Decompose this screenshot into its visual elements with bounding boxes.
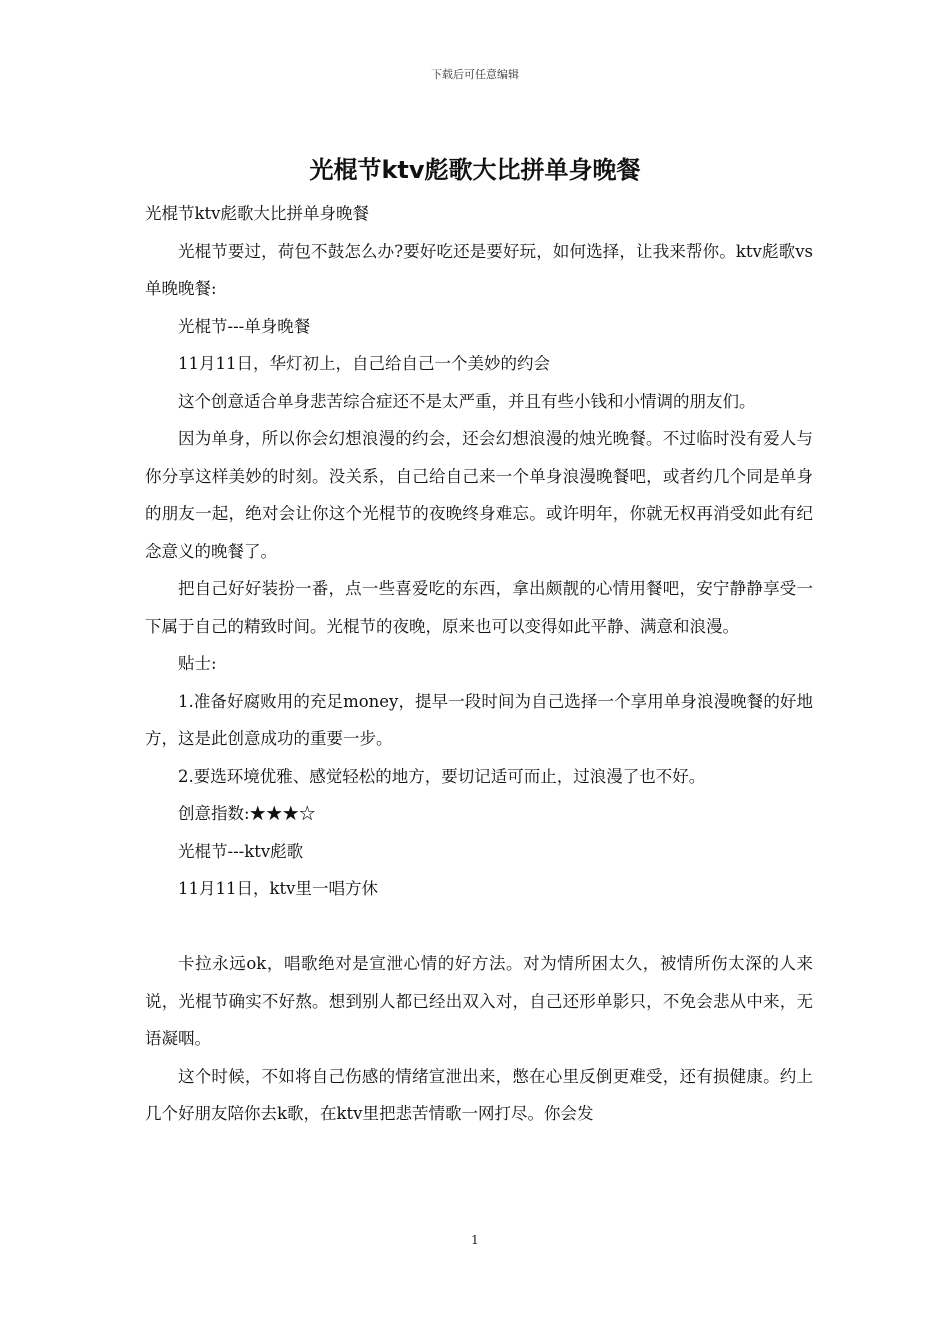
document-body	[145, 195, 813, 1133]
creativity-rating: 创意指数:★★★☆	[178, 804, 316, 823]
tip-item-2: 2.要选环境优雅、感觉轻松的地方，要切记适可而止，过浪漫了也不好。	[178, 766, 706, 786]
paragraph-suitability: 这个创意适合单身悲苦综合症还不是太严重，并且有些小钱和小情调的朋友们。	[178, 391, 756, 411]
paragraph-release: 这个时候，不如将自己伤感的情绪宣泄出来，憋在心里反倒更难受，还有损健康。约上几个好朋友陪你去k歌，在ktv里把悲苦情歌一网打尽。你会发	[145, 1066, 813, 1123]
section-heading-ktv: 光棍节---ktv彪歌	[178, 841, 304, 861]
subtitle-paragraph: 光棍节ktv彪歌大比拼单身晚餐	[145, 204, 369, 223]
document-title: 光棍节ktv彪歌大比拼单身晚餐	[309, 156, 641, 184]
paragraph-intro: 光棍节要过，荷包不鼓怎么办?要好吃还是要好玩，如何选择，让我来帮你。ktv彪歌vs单晚晚餐:	[145, 241, 813, 298]
header-note: 下载后可任意编辑	[431, 68, 519, 81]
paragraph-dress-up: 把自己好好装扮一番，点一些喜爱吃的东西，拿出颇靓的心情用餐吧，安宁静静享受一下属于自己的精致时间。光棍节的夜晚，原来也可以变得如此平静、满意和浪漫。	[145, 579, 813, 636]
paragraph-karaoke: 卡拉永远ok，唱歌绝对是宣泄心情的好方法。对为情所困太久，被情所伤太深的人来说，光棍节确实不好熬。想到别人都已经出双入对，自己还形单影只，不免会悲从中来，无语凝咽。	[145, 954, 813, 1048]
paragraph-single-dinner: 因为单身，所以你会幻想浪漫的约会，还会幻想浪漫的烛光晚餐。不过临时没有爱人与你分享这样美妙的时刻。没关系，自己给自己来一个单身浪漫晚餐吧，或者约几个同是单身的朋友一起，绝对会让你这个光棍节的夜晚终身难忘。或许明年，你就无权再消受如此有纪念意义的晚餐了。	[145, 429, 813, 561]
paragraph-date-ktv: 11月11日，ktv里一唱方休	[178, 879, 378, 898]
paragraph-date-dinner: 11月11日，华灯初上，自己给自己一个美妙的约会	[178, 354, 550, 373]
section-heading-dinner: 光棍节---单身晚餐	[178, 316, 311, 336]
tip-item-1: 1.准备好腐败用的充足money，提早一段时间为自己选择一个享用单身浪漫晚餐的好地方，这是此创意成功的重要一步。	[145, 691, 813, 748]
tips-heading: 贴士:	[178, 654, 217, 673]
page-number: 1	[471, 1233, 479, 1247]
